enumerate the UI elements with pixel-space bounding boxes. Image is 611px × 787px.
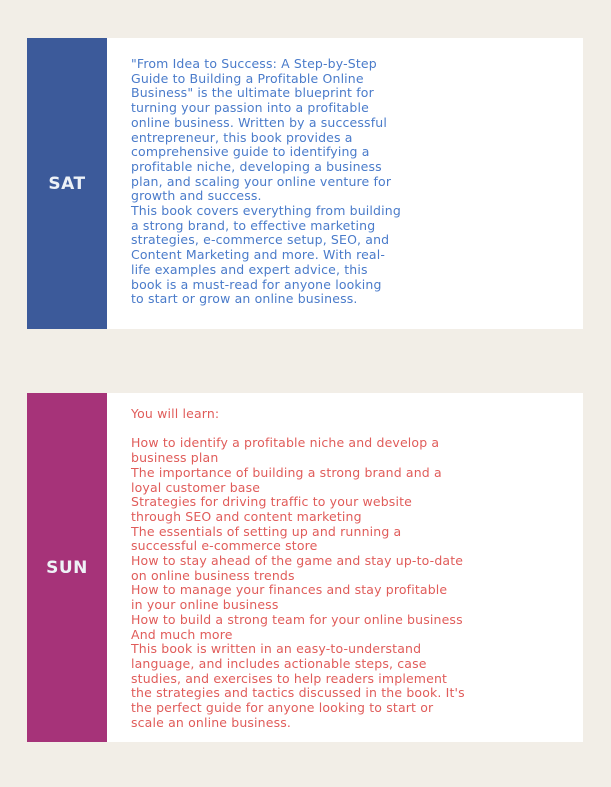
text-line: life examples and expert advice, this — [131, 261, 368, 277]
sunday-card — [27, 393, 583, 742]
text-line: in your online business — [131, 597, 279, 613]
sunday-day-label: SUN — [46, 557, 88, 578]
text-line: How to stay ahead of the game and stay up-to-date — [131, 553, 464, 569]
saturday-card-text — [107, 38, 583, 329]
text-line: the perfect guide for anyone looking to start or — [131, 700, 434, 716]
text-line: "From Idea to Success: A Step-by-Step — [131, 56, 377, 71]
text-line: on online business trends — [131, 567, 295, 583]
text-line: loyal customer base — [131, 479, 261, 495]
text-line: The importance of building a strong brand and a — [131, 464, 442, 480]
text-line: How to build a strong team for your online business — [131, 611, 463, 627]
text-line: How to manage your finances and stay profitable — [131, 582, 448, 598]
sunday-day-rail — [27, 393, 107, 742]
text-line: online business. Written by a successful — [131, 114, 387, 130]
text-line: You will learn: — [131, 406, 220, 421]
text-line: a strong brand, to effective marketing — [131, 217, 376, 233]
text-line: This book is written in an easy-to-understand — [131, 641, 422, 657]
text-line: Guide to Building a Profitable Online — [131, 70, 364, 86]
text-line: to start or grow an online business. — [131, 291, 358, 307]
text-line: Business" is the ultimate blueprint for — [131, 85, 374, 101]
text-line: through SEO and content marketing — [131, 508, 362, 524]
saturday-day-rail — [27, 38, 107, 329]
text-line: Strategies for driving traffic to your website — [131, 494, 412, 510]
text-line: language, and includes actionable steps, case — [131, 655, 427, 671]
text-line: strategies, e-commerce setup, SEO, and — [131, 232, 390, 248]
text-line: This book covers everything from building — [131, 203, 401, 219]
text-line: turning your passion into a profitable — [131, 100, 369, 116]
text-line: And much more — [131, 626, 233, 642]
text-line: plan, and scaling your online venture for — [131, 173, 392, 189]
text-line: Content Marketing and more. With real- — [131, 247, 386, 263]
text-line: successful e-commerce store — [131, 538, 318, 554]
saturday-card — [27, 38, 583, 329]
sunday-card-text — [107, 393, 583, 742]
text-line: the strategies and tactics discussed in the book. It's — [131, 685, 465, 701]
text-line: entrepreneur, this book provides a — [131, 129, 353, 145]
text-line: comprehensive guide to identifying a — [131, 144, 370, 160]
text-line — [131, 422, 565, 437]
text-line: profitable niche, developing a business — [131, 158, 382, 174]
text-line: studies, and exercises to help readers implement — [131, 670, 448, 686]
text-line: growth and success. — [131, 188, 262, 204]
saturday-day-label: SAT — [48, 173, 86, 194]
text-line: scale an online business. — [131, 714, 292, 730]
text-line: How to identify a profitable niche and develop a — [131, 435, 440, 451]
text-line: book is a must-read for anyone looking — [131, 276, 382, 292]
text-line: The essentials of setting up and running a — [131, 523, 402, 539]
text-line: business plan — [131, 450, 219, 466]
